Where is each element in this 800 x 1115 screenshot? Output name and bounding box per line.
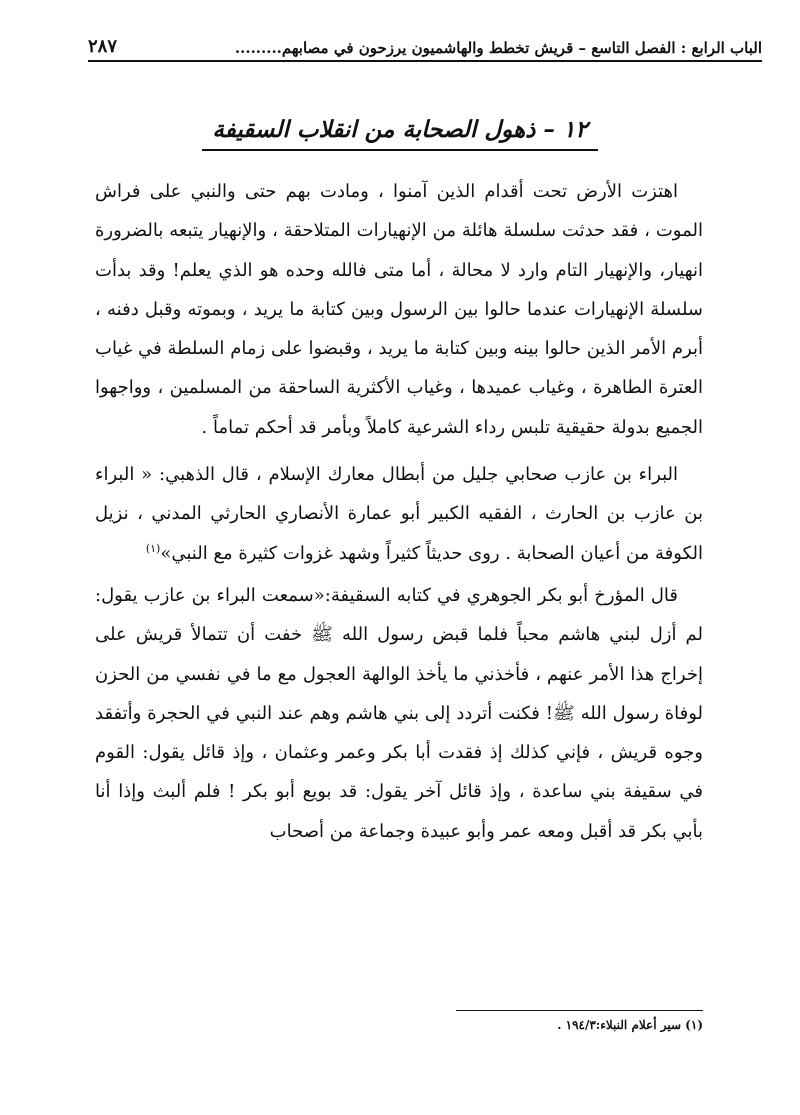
body-text <box>95 172 703 851</box>
footnote: (١) سير أعلام النبلاء:١٩٤/٣ . <box>557 1018 703 1032</box>
page-number: ٢٨٧ <box>88 36 118 57</box>
running-title: الباب الرابع : الفصل التاسع – قريش تخطط والهاشميون يرزحون في مصابهم......... <box>234 39 762 57</box>
running-header <box>88 30 762 62</box>
section-title <box>0 114 800 151</box>
paragraph-2 <box>95 455 703 573</box>
footnote-divider <box>456 1010 703 1011</box>
paragraph-3: قال المؤرخ أبو بكر الجوهري في كتابه السقيفة:«سمعت البراء بن عازب يقول: لم أزل لبني هاشم محباً فلما قبض رسول الله ﷺ خفت أن تتمالأ قريش على إخراج هذا الأمر عنهم ، فأخذني ما يأخذ الوالهة العجول مع ما في نفسي من الحزن لوفاة رسول الله ﷺ! فكنت أتردد إلى بني هاشم وهم عند النبي في الحجرة وأتفقد وجوه قريش ، فإني كذلك إذ فقدت أبا بكر وعمر وعثمان ، وإذ قائل يقول: القوم في سقيفة بني ساعدة ، وإذ قائل آخر يقول: قد بويع أبو بكر ! فلم ألبث وإذا أنا بأبي بكر قد أقبل ومعه عمر وأبو عبيدة وجماعة من أصحاب <box>95 584 703 842</box>
footnote-reference: (١) <box>145 541 161 555</box>
paragraph-2-text: البراء بن عازب صحابي جليل من أبطال معارك الإسلام ، قال الذهبي: « البراء بن عازب بن الحارث ، الفقيه الكبير أبو عمارة الأنصاري الحارثي المدني ، نزيل الكوفة من أعيان الصحابة . روى حديثاً كثيراً وشهد غزوات كثيرة مع النبي» <box>95 464 703 564</box>
section-title-text: ١٢ – ذهول الصحابة من انقلاب السقيفة <box>202 114 597 151</box>
paragraph-1: اهتزت الأرض تحت أقدام الذين آمنوا ، ومادت بهم حتى والنبي على فراش الموت ، فقد حدثت سلسلة هائلة من الإنهيارات المتلاحقة ، والإنهيار يتبعه بالضرورة انهيار، والإنهيار التام وارد لا محالة ، أما متى فالله وحده هو الذي يعلم! وقد بدأت سلسلة الإنهيارات عندما حالوا بين الرسول وبين كتابة ما يريد ، وبموته وقبل دفنه ، أبرم الأمر الذين حالوا بينه وبين كتابة ما يريد ، وقبضوا على زمام السلطة في غياب العترة الطاهرة ، وغياب عميدها ، وغياب الأكثرية الساحقة من المسلمين ، وواجهوا الجميع بدولة حقيقية تلبس رداء الشرعية كاملاً وبأمر قد أحكم تماماً . <box>95 181 703 438</box>
